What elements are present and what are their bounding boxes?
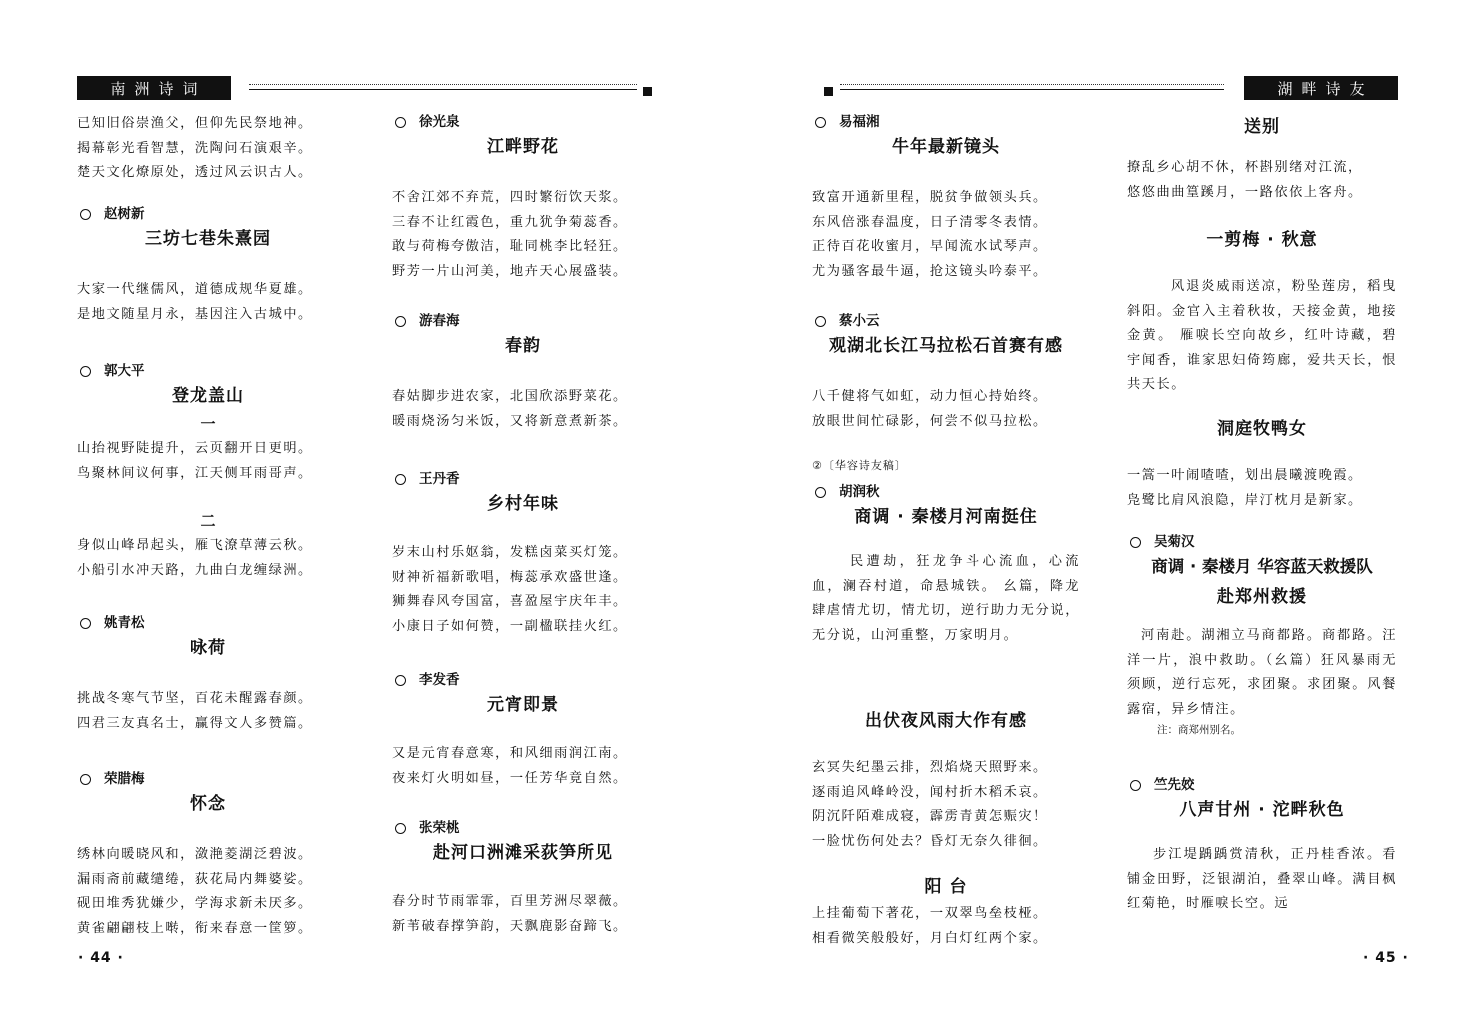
poem-line: 挑战冬寒气节坚，百花未醒露春颜。 — [77, 691, 313, 706]
poem-line: 正待百花收蜜月，早闻流水试琴声。 — [812, 239, 1048, 255]
poem-author — [392, 311, 654, 331]
author-name: 赵树新 — [104, 206, 145, 222]
poem-paragraph: 风退炎威雨送凉，粉坠莲房，稻曳斜阳。金官入主着秋妆，天接金黄，地接金黄。 雁唳长空向故乡，红叶诗藏，碧宇闻香，谁家思妇倚筠廊，爱共天长，恨共天长。 — [1127, 279, 1397, 393]
poem-line: 野芳一片山河美，地卉天心展盛装。 — [392, 263, 628, 279]
poem-entry — [812, 112, 1080, 284]
poem-paragraph: 步江堤踽踽赏清秋，正丹桂香浓。看铺金田野，泛银湖泊，叠翠山峰。满目枫红菊艳，时雁唳长空。远 — [1127, 847, 1397, 912]
poem-entry — [77, 361, 339, 583]
circle-bullet-icon — [395, 823, 406, 834]
page-number-left: · 44 · — [78, 950, 124, 966]
poem-title: 商调 · 秦楼月河南挺住 — [854, 507, 1038, 527]
author-name: 徐光泉 — [419, 114, 460, 130]
poem-entry — [77, 613, 339, 736]
poem-entry — [812, 311, 1080, 434]
author-name: 王丹香 — [419, 471, 460, 487]
poem-line: 小康日子如何赞，一副楹联挂火红。 — [392, 618, 628, 634]
poem-body — [392, 742, 654, 791]
poem-title: 春韵 — [505, 336, 541, 356]
author-name: 吴菊汉 — [1154, 534, 1195, 550]
poem-title: 洞庭牧鸭女 — [1217, 419, 1307, 439]
poem-line: 上挂葡萄下著花，一双翠鸟垒枝桠。 — [812, 906, 1048, 921]
poem-line: 东风倍涨春温度，日子清零冬表情。 — [812, 214, 1048, 230]
poem-entry — [77, 769, 339, 941]
poem-author — [77, 613, 339, 633]
poem-body — [812, 756, 1080, 854]
poem-body — [812, 385, 1080, 434]
poem-body — [1127, 156, 1397, 205]
author-name: 荣腊梅 — [104, 771, 145, 787]
circle-bullet-icon — [80, 618, 91, 629]
poem-entry — [392, 112, 654, 284]
poem-body — [392, 890, 654, 939]
poem-author — [812, 112, 1080, 132]
right-page — [737, 0, 1474, 1020]
author-name: 胡润秋 — [839, 484, 880, 500]
poem-title: 赴河口洲滩采荻笋所见 — [433, 843, 613, 863]
poem-line: 四君三友真名士，赢得文人多赞篇。 — [77, 715, 313, 731]
poem-entry — [1127, 225, 1397, 398]
poem-line: 八千健将气如虹，动力恒心持始终。 — [812, 389, 1048, 404]
poem-author — [392, 670, 654, 690]
poem-entry — [812, 706, 1080, 854]
header-square-left — [643, 87, 652, 96]
poem-paragraph: 河南赴。湖湘立马商都路。商都路。汪洋一片，浪中救助。（幺篇）狂风暴雨无须顾，逆行忘死，求团聚。求团聚。风餐露宿，异乡情注。 — [1127, 628, 1397, 717]
poem-author — [1127, 775, 1397, 795]
poem-line: 相看微笑般般好，月白灯红两个家。 — [812, 930, 1048, 946]
author-name: 张荣桃 — [419, 820, 460, 836]
circle-bullet-icon — [815, 117, 826, 128]
header-rule-right — [840, 84, 1224, 90]
poem-title-continued: 赴郑州救援 — [1217, 587, 1307, 607]
poem-line: 黄雀翩翩枝上啭，衔来春意一筐箩。 — [77, 920, 313, 936]
poem-author — [392, 818, 654, 838]
poem-title: 一剪梅 · 秋意 — [1206, 230, 1318, 250]
poem-entry — [392, 818, 654, 939]
page-number-right: · 45 · — [1363, 950, 1409, 966]
poem-entry — [77, 204, 339, 327]
poem-line: 放眼世间忙碌影，何尝不似马拉松。 — [812, 413, 1048, 429]
circle-bullet-icon — [1130, 780, 1141, 791]
circle-bullet-icon — [395, 474, 406, 485]
poem-line: 一脸忧伤何处去？昏灯无奈久徘徊。 — [812, 833, 1048, 849]
poem-entry — [392, 469, 654, 639]
poem-entry — [392, 670, 654, 791]
poem-line: 尤为骚客最牛逼，抢这镜头吟泰平。 — [812, 263, 1048, 279]
circle-bullet-icon — [395, 117, 406, 128]
poem-author — [812, 311, 1080, 331]
poem-line: 已知旧俗崇渔父，但仰先民祭地神。 — [77, 116, 313, 131]
author-name: 蔡小云 — [839, 313, 880, 329]
section-tag: ②〔华容诗友稿〕 — [812, 459, 907, 472]
poem-line: 撩乱乡心胡不休，杯斟别绪对江流， — [1127, 160, 1363, 175]
poem-continuation — [77, 112, 339, 186]
poem-line: 致富开通新里程，脱贫争做领头兵。 — [812, 190, 1048, 205]
poem-line: 暖雨烧汤匀米饭，又将新意煮新茶。 — [392, 413, 628, 429]
poem-line: 是地文随星月永，基因注入古城中。 — [77, 306, 313, 322]
poem-body — [392, 385, 654, 434]
poem-line: 玄冥失纪墨云排，烈焰烧天照野来。 — [812, 760, 1048, 775]
poem-section-number: 二 — [200, 512, 216, 531]
poem-body — [77, 843, 339, 941]
author-name: 竺先姣 — [1154, 777, 1195, 793]
poem-line: 春分时节雨霏霏，百里芳洲尽翠薇。 — [392, 894, 628, 909]
circle-bullet-icon — [395, 675, 406, 686]
poem-line: 阴沉阡陌难成寝，霹雳青黄怎赈灾！ — [812, 809, 1048, 825]
poem-author — [77, 769, 339, 789]
circle-bullet-icon — [815, 487, 826, 498]
author-name: 郭大平 — [104, 363, 145, 379]
poem-body — [77, 687, 339, 736]
poem-line: 凫鹭比肩风浪隐，岸汀枕月是新家。 — [1127, 492, 1363, 508]
poem-body — [77, 534, 339, 583]
poem-author — [77, 204, 339, 224]
circle-bullet-icon — [1130, 537, 1141, 548]
poem-line: 不舍江郊不弃荒，四时繁衍饮天浆。 — [392, 190, 628, 205]
poem-section-number: 一 — [200, 415, 216, 433]
poem-entry — [392, 311, 654, 434]
poem-line: 绣林向暖晓风和，潋滟菱湖泛碧波。 — [77, 847, 313, 862]
circle-bullet-icon — [815, 316, 826, 327]
poem-body — [77, 437, 339, 486]
poem-entry — [1127, 414, 1397, 513]
poem-author — [812, 482, 1080, 502]
poem-author — [1127, 532, 1397, 552]
poem-paragraph: 民遭劫，狂龙争斗心流血，心流血，澜吞村道，命悬城铁。 幺篇，降龙肆虐情尤切，情尤切，逆行助力无分说，无分说，山河重整，万家明月。 — [812, 554, 1080, 643]
poem-title: 阳 台 — [924, 877, 968, 897]
poem-line: 身似山峰昂起头，雁飞潦草薄云秋。 — [77, 538, 313, 554]
poem-title: 咏荷 — [190, 638, 226, 658]
poem-line: 新苇破春撑笋韵，天飘鹿影奋蹄飞。 — [392, 918, 628, 934]
poem-line: 漏雨斋前藏缱绻，荻花局内舞婆娑。 — [77, 871, 313, 887]
poem-line: 一篙一叶闹喳喳，划出晨曦渡晚霞。 — [1127, 468, 1363, 483]
poem-entry — [812, 482, 1080, 648]
header-rule-left — [249, 84, 637, 90]
poem-title: 江畔野花 — [487, 137, 559, 157]
poem-line: 大家一代继儒风，道德成规华夏雄。 — [77, 282, 313, 297]
running-header-left: 南洲诗词 — [77, 76, 231, 100]
poem-title: 登龙盖山 — [172, 386, 244, 406]
poem-line: 敢与荷梅夸傲洁，耻同桃李比轻狂。 — [392, 239, 628, 255]
author-name: 易福湘 — [839, 114, 880, 130]
poem-line: 三春不让红霞色，重九犹争菊蕊香。 — [392, 214, 628, 230]
poem-body — [812, 186, 1080, 284]
poem-title: 牛年最新镜头 — [892, 137, 1000, 157]
poem-line: 狮舞春风夸国富，喜盈屋宇庆年丰。 — [392, 594, 628, 610]
author-name: 李发香 — [419, 672, 460, 688]
poem-entry — [1127, 532, 1397, 738]
circle-bullet-icon — [80, 366, 91, 377]
poem-line: 春姑脚步进农家，北国欣添野菜花。 — [392, 389, 628, 404]
poem-title: 元宵即景 — [487, 695, 559, 715]
poem-title: 出伏夜风雨大作有感 — [865, 711, 1027, 731]
circle-bullet-icon — [395, 316, 406, 327]
poem-line: 逐雨追风峰岭没，闻村折木稻禾哀。 — [812, 784, 1048, 800]
poem-title: 八声甘州 · 沱畔秋色 — [1179, 800, 1345, 820]
poem-line: 夜来灯火明如昼，一任芳华竟自然。 — [392, 770, 628, 786]
poem-entry — [812, 872, 1080, 951]
poem-title: 观湖北长江马拉松石首赛有感 — [829, 336, 1063, 356]
poem-line: 小船引水冲天路，九曲白龙缠绿洲。 — [77, 562, 313, 578]
circle-bullet-icon — [80, 774, 91, 785]
poem-entry — [1127, 112, 1397, 205]
poem-author — [392, 469, 654, 489]
poem-body — [812, 902, 1080, 951]
poem-author — [392, 112, 654, 132]
poem-line: 财神祈福新歌唱，梅蕊承欢盛世逢。 — [392, 569, 628, 585]
poem-title: 怀念 — [190, 794, 226, 814]
poem-body — [1127, 464, 1397, 513]
poem-title: 送别 — [1244, 117, 1280, 137]
poem-title: 商调 · 秦楼月 华容蓝天救援队 — [1151, 557, 1373, 576]
author-name: 游春海 — [419, 313, 460, 329]
header-square-right — [824, 87, 833, 96]
poem-line: 又是元宵春意寒，和风细雨润江南。 — [392, 746, 628, 761]
poem-author — [77, 361, 339, 381]
running-header-right: 湖畔诗友 — [1244, 76, 1398, 100]
poem-line: 揭幕彰光看智慧，洗陶问石演艰辛。 — [77, 140, 313, 156]
poem-entry — [1127, 775, 1397, 917]
poem-line: 岁末山村乐妪翁，发糕卤菜买灯笼。 — [392, 545, 628, 560]
circle-bullet-icon — [80, 209, 91, 220]
poem-title: 三坊七巷朱熹园 — [145, 229, 271, 249]
poem-body — [392, 541, 654, 639]
footnote: 注：商郑州别名。 — [1157, 724, 1241, 737]
poem-line: 楚天文化燎原处，透过风云识古人。 — [77, 165, 313, 181]
poem-line: 砚田堆秀犹嫌少，学海求新未厌多。 — [77, 896, 313, 912]
poem-title: 乡村年味 — [487, 494, 559, 514]
poem-body — [77, 278, 339, 327]
author-name: 姚青松 — [104, 615, 145, 631]
poem-line: 鸟聚林间议何事，江天侧耳雨哥声。 — [77, 465, 313, 481]
poem-line: 悠悠曲曲篁蹊月，一路依依上客舟。 — [1127, 184, 1363, 200]
poem-line: 山抬视野陡提升，云页翻开日更明。 — [77, 441, 313, 456]
poem-body — [392, 186, 654, 284]
